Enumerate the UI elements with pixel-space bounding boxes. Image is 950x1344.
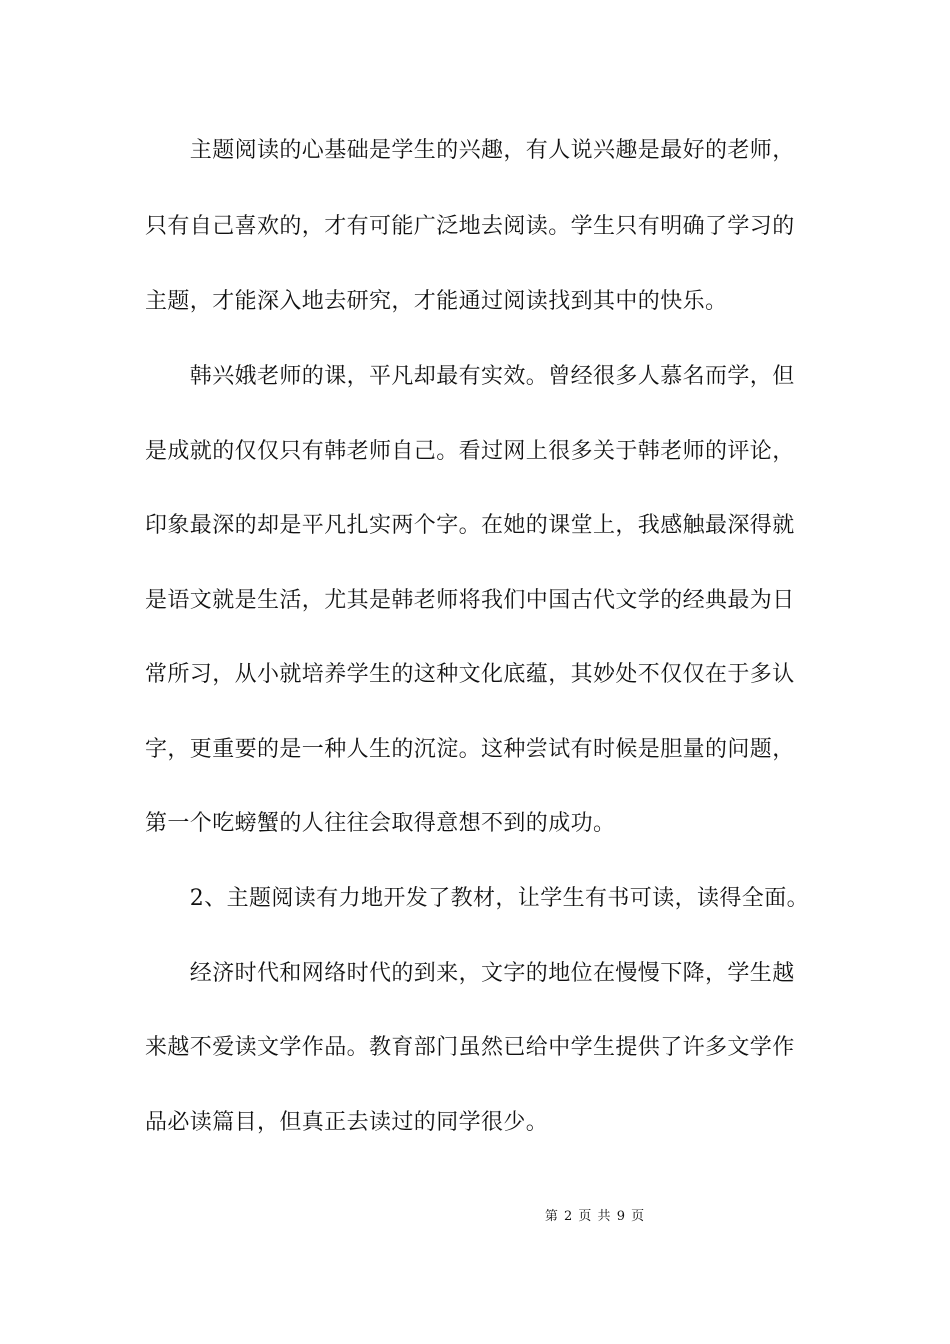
text-line-7: 是语文就是生活，尤其是韩老师将我们中国古代文学的经典最为日: [145, 588, 795, 613]
text-line-8: 常所习，从小就培养学生的这种文化底蕴，其妙处不仅仅在于多认: [145, 662, 795, 687]
text-line-12: 经济时代和网络时代的到来，文字的地位在慢慢下降，学生越: [145, 961, 795, 986]
text-line-9: 字，更重要的是一种人生的沉淀。这种尝试有时候是胆量的问题，: [145, 737, 795, 762]
text-line-3: 主题，才能深入地去研究，才能通过阅读找到其中的快乐。: [145, 289, 728, 314]
text-line-13: 来越不爱读文学作品。教育部门虽然已给中学生提供了许多文学作: [145, 1035, 795, 1060]
text-line-4: 韩兴娥老师的课，平凡却最有实效。曾经很多人慕名而学，但: [145, 364, 795, 389]
text-line-1: 主题阅读的心基础是学生的兴趣，有人说兴趣是最好的老师，: [145, 138, 795, 163]
page-number-footer: 第 2 页 共 9 页: [544, 1209, 646, 1224]
text-line-14: 品必读篇目，但真正去读过的同学很少。: [145, 1110, 549, 1135]
text-line-5: 是成就的仅仅只有韩老师自己。看过网上很多关于韩老师的评论，: [145, 439, 795, 464]
text-line-2: 只有自己喜欢的，才有可能广泛地去阅读。学生只有明确了学习的: [145, 214, 795, 239]
text-line-6: 印象最深的却是平凡扎实两个字。在她的课堂上，我感触最深得就: [145, 513, 795, 538]
text-line-10: 第一个吃螃蟹的人往往会取得意想不到的成功。: [145, 811, 616, 836]
text-line-11: 2、主题阅读有力地开发了教材，让学生有书可读，读得全面。: [145, 886, 809, 911]
